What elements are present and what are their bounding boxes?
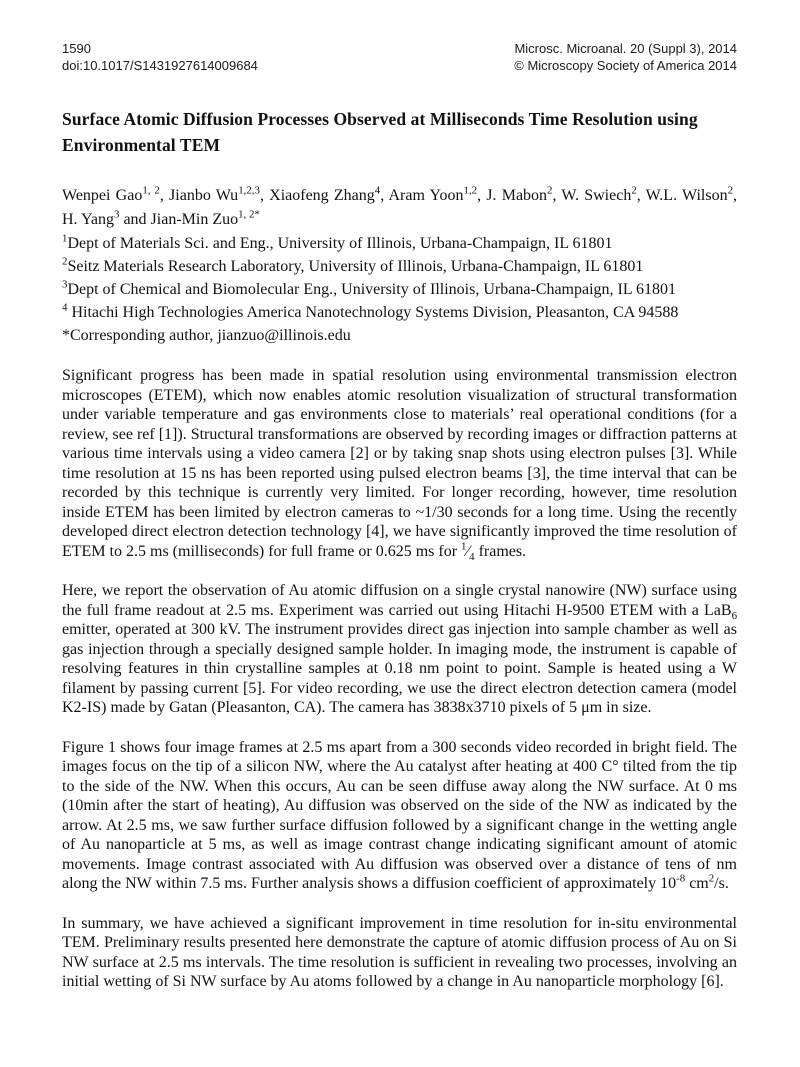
- page-number: 1590: [62, 41, 91, 56]
- abstract-paragraph-2: Here, we report the observation of Au atomic diffusion on a single crystal nanowire (NW) surface using the full frame readout at 2.5 ms. Experiment was carried out using Hitachi H-9500 ETEM with a LaB$_6$ emitter, operated at 300 kV. The instrument provides direct gas injection into sample chamber as well as gas injection through a specially designed sample holder. In imaging mode, the instrument is capable of resolving features in thin crystalline samples at 0.18 nm point to point. Sample is heated using a W filament by passing current [5]. For video recording, we use the direct electron detection camera (model K2-IS) made by Gatan (Pleasanton, CA). The camera has 3838x3710 pixels of 5 μm in size.: [62, 582, 737, 716]
- affiliation-line-1: $^1$Dept of Materials Sci. and Eng., University of Illinois, Urbana-Champaign, IL 61801: [62, 232, 613, 252]
- affiliation-line-4: $^4$ Hitachi High Technologies America Nanotechnology Systems Division, Pleasanton, CA 94588: [62, 301, 679, 321]
- running-head: [62, 40, 737, 74]
- doi: doi:10.1017/S1431927614009684: [62, 58, 258, 73]
- journal-reference: Microsc. Microanal. 20 (Suppl 3), 2014: [514, 41, 737, 56]
- abstract-paragraph-1: Significant progress has been made in spatial resolution using environmental transmission electron microscopes (ETEM), which now enables atomic resolution visualization of structural transformation under variable temperature and gas environments close to materials’ real operational conditions (for a review, see ref [1]). Structural transformations are observed by recording images or diffraction patterns at various time intervals using a video camera [2] or by taking snap shots using electron pulses [3]. While time resolution at 15 ns has been reported using pulsed electron beams [3], the time interval that can be recorded by this technique is currently very limited. For longer recording, however, time resolution inside ETEM has been limited by electron cameras to ~1/30 seconds for a long time. Using the recently developed direct electron detection technology [4], we have significantly improved the time resolution of ETEM to 2.5 ms (milliseconds) for full frame or 0.625 ms for $^1⁄_4$ frames.: [62, 367, 737, 563]
- copyright-notice: © Microscopy Society of America 2014: [514, 58, 737, 73]
- abstract-paragraph-4: In summary, we have achieved a significant improvement in time resolution for in-situ environmental TEM. Preliminary results presented here demonstrate the capture of atomic diffusion process of Au on Si NW surface at 2.5 ms intervals. The time resolution is sufficient in revealing two processes, involving an initial wetting of Si NW surface by Au atoms followed by a change in Au nanoparticle morphology [6].: [62, 914, 737, 990]
- abstract-paragraph-3: Figure 1 shows four image frames at 2.5 ms apart from a 300 seconds video recorded in bright field. The images focus on the tip of a silicon NW, where the Au catalyst after heating at 400 C° tilted from the tip to the side of the NW. When this occurs, Au can be seen diffuse away along the NW surface. At 0 ms (10min after the start of heating), Au diffusion was observed on the side of the NW as indicated by the arrow. At 2.5 ms, we saw further surface diffusion followed by a significant change in the wetting angle of Au nanoparticle at 5 ms, as well as image contrast change indicating significant amount of atomic movements. Image contrast associated with Au diffusion was observed over a distance of tens of nm along the NW within 7.5 ms. Further analysis shows a diffusion coefficient of approximately $10^{-8}$ $cm^2/s$.: [62, 738, 737, 892]
- running-head-right: [514, 40, 737, 74]
- affiliations-block: [62, 232, 737, 347]
- abstract-body: [62, 366, 737, 992]
- authors-line: Wenpei Gao$^{1, 2}$, Jianbo Wu$^{1,2,3}$, Xiaofeng Zhang$^4$, Aram Yoon$^{1,2}$, J. Mabon$^2$, W. Swiech$^2$, W.L. Wilson$^2$, H. Yang$^3$ and Jian-Min Zuo$^{1, 2*}$: [62, 184, 738, 228]
- affiliation-line-3: $^3$Dept of Chemical and Biomolecular Eng., University of Illinois, Urbana-Champaign, IL 61801: [62, 278, 677, 298]
- affiliation-line-2: $^2$Seitz Materials Research Laboratory, University of Illinois, Urbana-Champaign, IL 61801: [62, 255, 644, 275]
- article-title: Surface Atomic Diffusion Processes Observed at Milliseconds Time Resolution using Environmental TEM: [62, 109, 698, 155]
- running-head-left: [62, 40, 258, 74]
- corresponding-author-line: *Corresponding author, jianzuo@illinois.edu: [62, 327, 351, 344]
